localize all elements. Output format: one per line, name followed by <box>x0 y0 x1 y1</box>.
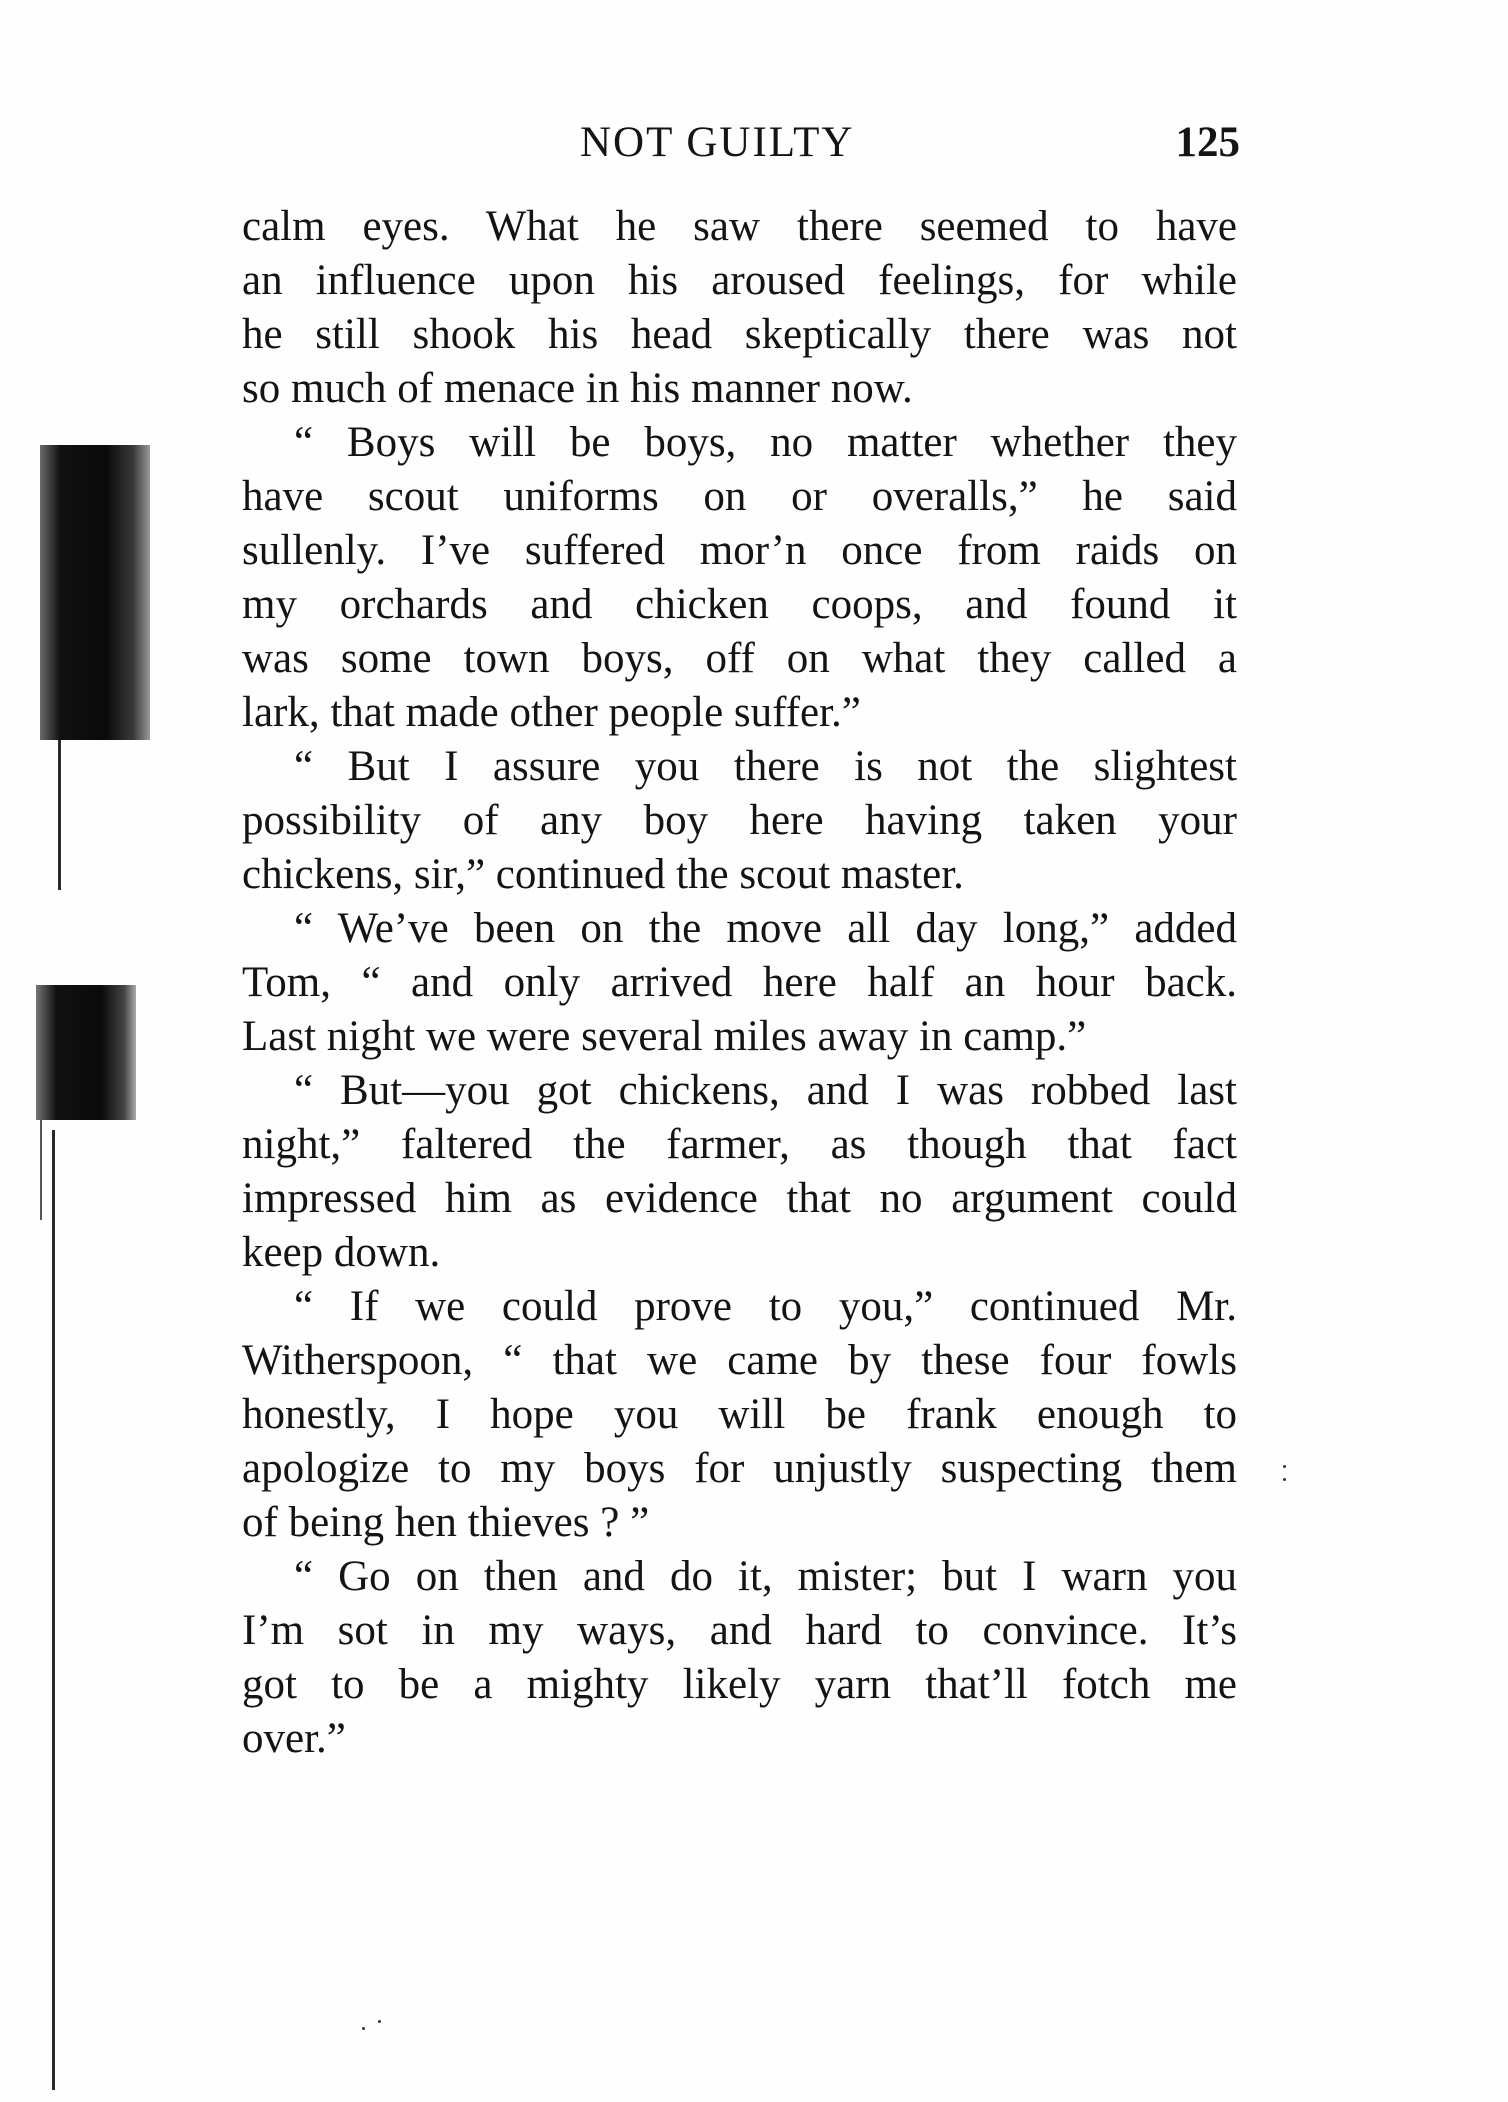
text-line: apologize to my boys for unjustly suspecting them <box>242 1445 1237 1492</box>
running-head <box>240 118 1240 168</box>
scan-speck <box>378 2020 381 2023</box>
scan-speck <box>1283 1478 1286 1481</box>
scan-speck <box>1283 1465 1286 1468</box>
scan-speck <box>362 2027 365 2030</box>
text-line: I’m sot in my ways, and hard to convince. It’s <box>242 1607 1237 1654</box>
text-line: Witherspoon, “ that we came by these four fowls <box>242 1337 1237 1384</box>
text-line: got to be a mighty likely yarn that’ll fotch me <box>242 1661 1237 1708</box>
text-line: my orchards and chicken coops, and found it <box>242 581 1237 628</box>
text-line: “ But—you got chickens, and I was robbed last <box>294 1067 1237 1114</box>
text-line: “ Go on then and do it, mister; but I warn you <box>294 1553 1237 1600</box>
scan-artifact-bottom <box>36 985 136 1120</box>
text-line: chickens, sir,” continued the scout master. <box>242 851 964 898</box>
text-line: Tom, “ and only arrived here half an hour back. <box>242 959 1237 1006</box>
text-line: have scout uniforms on or overalls,” he said <box>242 473 1237 520</box>
text-line: impressed him as evidence that no argument could <box>242 1175 1237 1222</box>
text-line: lark, that made other people suffer.” <box>242 689 861 736</box>
text-line: Last night we were several miles away in camp.” <box>242 1013 1087 1060</box>
scan-artifact-top <box>40 445 150 740</box>
scan-edge-line <box>52 1130 55 2090</box>
text-line: he still shook his head skeptically there was not <box>242 311 1237 358</box>
scan-edge-line <box>40 1120 42 1220</box>
text-line: an influence upon his aroused feelings, for while <box>242 257 1237 304</box>
text-line: “ But I assure you there is not the slightest <box>294 743 1237 790</box>
page-number: 125 <box>1175 119 1240 166</box>
scan-edge-line <box>58 740 61 890</box>
text-line: “ If we could prove to you,” continued Mr. <box>294 1283 1237 1330</box>
text-line: sullenly. I’ve suffered mor’n once from raids on <box>242 527 1237 574</box>
text-line: “ Boys will be boys, no matter whether they <box>294 419 1237 466</box>
text-line: “ We’ve been on the move all day long,” added <box>294 905 1237 952</box>
text-line: was some town boys, off on what they called a <box>242 635 1237 682</box>
chapter-title: NOT GUILTY <box>580 119 855 166</box>
text-line: keep down. <box>242 1229 441 1276</box>
text-line: of being hen thieves ? ” <box>242 1499 650 1546</box>
text-line: night,” faltered the farmer, as though that fact <box>242 1121 1237 1168</box>
text-line: honestly, I hope you will be frank enough to <box>242 1391 1237 1438</box>
text-line: possibility of any boy here having taken your <box>242 797 1237 844</box>
text-line: so much of menace in his manner now. <box>242 365 913 412</box>
text-line: over.” <box>242 1715 346 1762</box>
body-text <box>242 200 1237 1766</box>
text-line: calm eyes. What he saw there seemed to have <box>242 203 1237 250</box>
